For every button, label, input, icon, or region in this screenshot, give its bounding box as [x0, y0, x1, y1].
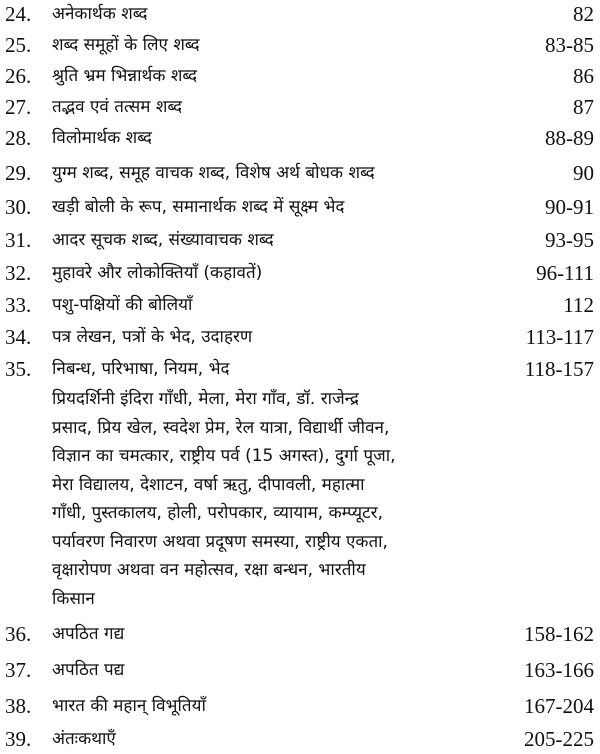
entry-page: 90-91	[545, 195, 594, 219]
toc-entry	[0, 93, 600, 121]
essay-line: गाँधी, पुस्तकालय, होली, परोपकार, व्यायाम, कम्प्यूटर,	[52, 503, 383, 523]
essay-list	[52, 385, 592, 613]
entry-number: 39.	[5, 727, 32, 751]
entry-page: 158-162	[524, 622, 594, 646]
entry-title: युग्म शब्द, समूह वाचक शब्द, विशेष अर्थ बोधक शब्द	[52, 163, 375, 183]
entry-number: 32.	[5, 261, 32, 285]
essay-line: विज्ञान का चमत्कार, राष्ट्रीय पर्व (15 अगस्त), दुर्गा पूजा,	[52, 446, 396, 466]
entry-page: 167-204	[524, 694, 594, 718]
entry-title: अपठित गद्य	[52, 624, 125, 644]
essay-line: मेरा विद्यालय, देशाटन, वर्षा ऋतु, दीपावली, महात्मा	[52, 474, 365, 495]
entry-title: अंतःकथाएँ	[52, 729, 116, 749]
entry-page: 82	[573, 2, 594, 26]
toc-entry	[0, 0, 600, 28]
entry-title: विलोमार्थक शब्द	[52, 128, 152, 148]
entry-page: 163-166	[524, 658, 594, 682]
essay-line: किसान	[52, 588, 95, 609]
entry-page: 118-157	[524, 357, 594, 381]
entry-title: भारत की महान् विभूतियाँ	[52, 696, 206, 716]
entry-title: आदर सूचक शब्द, संख्यावाचक शब्द	[52, 230, 274, 250]
toc-entry	[0, 124, 600, 152]
entry-page: 205-225	[524, 727, 594, 751]
essay-line: वृक्षारोपण अथवा वन महोत्सव, रक्षा बन्धन, भारतीय	[52, 560, 366, 580]
toc-entry	[0, 159, 600, 187]
toc-entry	[0, 193, 600, 221]
entry-page: 86	[573, 64, 594, 88]
entry-number: 25.	[5, 33, 32, 57]
entry-number: 29.	[5, 161, 32, 185]
toc-entry	[0, 656, 600, 684]
entry-number: 24.	[5, 2, 32, 26]
entry-title: अपठित पद्य	[52, 660, 125, 680]
entry-title: शब्द समूहों के लिए शब्द	[52, 35, 200, 55]
entry-number: 36.	[5, 622, 32, 646]
entry-title: पशु-पक्षियों की बोलियाँ	[52, 295, 193, 315]
entry-number: 26.	[5, 64, 32, 88]
entry-number: 30.	[5, 195, 32, 219]
toc-entry	[0, 31, 600, 59]
entry-page: 113-117	[525, 325, 594, 349]
entry-title: तद्भव एवं तत्सम शब्द	[52, 97, 183, 117]
entry-page: 112	[563, 293, 594, 317]
toc-entry	[0, 323, 600, 351]
essay-line: प्रसाद, प्रिय खेल, स्वदेश प्रेम, रेल यात्रा, विद्यार्थी जीवन,	[52, 417, 390, 438]
entry-title: मुहावरे और लोकोक्तियाँ (कहावतें)	[52, 263, 263, 283]
entry-number: 33.	[5, 293, 32, 317]
essay-line: प्रियदर्शिनी इंदिरा गाँधी, मेला, मेरा गाँव, डॉ. राजेन्द्र	[52, 389, 359, 409]
essay-line: पर्यावरण निवारण अथवा प्रदूषण समस्या, राष्ट्रीय एकता,	[52, 531, 388, 552]
entry-number: 34.	[5, 325, 32, 349]
entry-number: 27.	[5, 95, 32, 119]
entry-page: 88-89	[545, 126, 594, 150]
entry-title: पत्र लेखन, पत्रों के भेद, उदाहरण	[52, 327, 253, 347]
entry-number: 37.	[5, 658, 32, 682]
entry-page: 90	[573, 161, 594, 185]
toc-entry	[0, 725, 600, 753]
toc-entry	[0, 62, 600, 90]
toc-entry	[0, 291, 600, 319]
toc-entry	[0, 226, 600, 254]
entry-title: श्रुति भ्रम भिन्नार्थक शब्द	[52, 66, 198, 86]
toc-entry	[0, 620, 600, 648]
toc-entry	[0, 259, 600, 287]
entry-page: 93-95	[545, 228, 594, 252]
entry-page: 96-111	[536, 261, 594, 285]
entry-number: 28.	[5, 126, 32, 150]
entry-title: निबन्ध, परिभाषा, नियम, भेद	[52, 359, 230, 379]
entry-number: 38.	[5, 694, 32, 718]
entry-page: 87	[573, 95, 594, 119]
entry-number: 31.	[5, 228, 32, 252]
entry-page: 83-85	[545, 33, 594, 57]
entry-title: खड़ी बोली के रूप, समानार्थक शब्द में सूक्ष्म भेद	[52, 197, 345, 217]
toc-entry	[0, 692, 600, 720]
toc-entry	[0, 355, 600, 383]
entry-number: 35.	[5, 357, 32, 381]
entry-title: अनेकार्थक शब्द	[52, 4, 148, 24]
